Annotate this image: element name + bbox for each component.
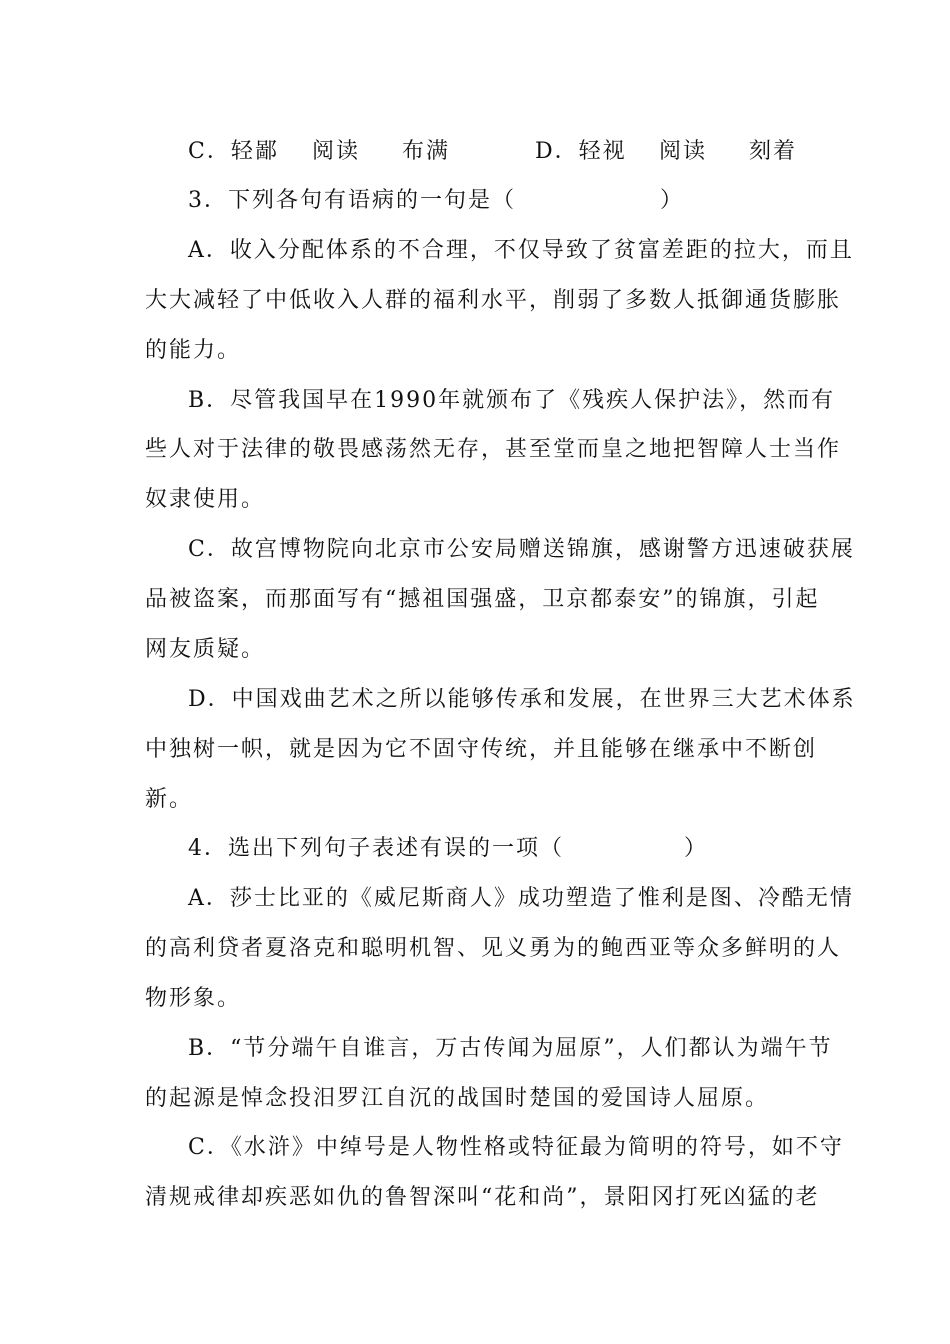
option-d-word2: 阅读 (659, 139, 708, 164)
q4-option-a-line3: 物形象。 (145, 986, 242, 1011)
q4-option-b-line2: 的起源是悼念投汨罗江自沉的战国时楚国的爱国诗人屈原。 (145, 1086, 770, 1111)
option-d-word1: D．轻视 (535, 139, 627, 164)
q3-option-c-line2: 品被盗案，而那面写有“撼祖国强盛，卫京都泰安”的锦旗，引起 (145, 587, 820, 612)
q4-option-a-line1: A．莎士比亚的《威尼斯商人》成功塑造了惟利是图、冷酷无情 (188, 886, 854, 911)
q3-stem: 3．下列各句有语病的一句是（ ） (188, 188, 684, 213)
q3-option-d-line1: D．中国戏曲艺术之所以能够传承和发展，在世界三大艺术体系 (188, 687, 856, 712)
q3-option-c-line1: C．故宫博物院向北京市公安局赠送锦旗，感谢警方迅速破获展 (188, 537, 855, 562)
q4-option-c-line1: C．《水浒》中绰号是人物性格或特征最为简明的符号，如不守 (188, 1135, 844, 1160)
q4-option-a-line2: 的高利贷者夏洛克和聪明机智、见义勇为的鲍西亚等众多鲜明的人 (145, 936, 842, 961)
option-c-word3: 布满 (402, 139, 451, 164)
q3-option-d-line3: 新。 (145, 787, 194, 812)
q3-option-a-line2: 大大减轻了中低收入人群的福利水平，削弱了多数人抵御通货膨胀 (145, 288, 842, 313)
option-c-word1: C．轻鄙 (188, 139, 279, 164)
q4-option-b-line1: B．“节分端午自谁言，万古传闻为屈原”，人们都认为端午节 (188, 1036, 833, 1061)
q3-option-d-line2: 中独树一帜，就是因为它不固守传统，并且能够在继承中不断创 (145, 737, 818, 762)
q3-option-b-line1: B．尽管我国早在1990年就颁布了《残疾人保护法》，然而有 (188, 388, 836, 413)
q3-option-c-line3: 网友质疑。 (145, 637, 266, 662)
q3-option-b-line3: 奴隶使用。 (145, 487, 266, 512)
q4-stem: 4．选出下列句子表述有误的一项（ ） (188, 836, 708, 861)
q3-option-a-line1: A．收入分配体系的不合理，不仅导致了贫富差距的拉大，而且 (188, 238, 854, 263)
option-d-word3: 刻着 (749, 139, 798, 164)
q3-option-a-line3: 的能力。 (145, 338, 242, 363)
q4-option-c-line2: 清规戒律却疾恶如仇的鲁智深叫“花和尚”，景阳冈打死凶猛的老 (145, 1185, 820, 1210)
q3-option-b-line2: 些人对于法律的敬畏感荡然无存，甚至堂而皇之地把智障人士当作 (145, 437, 842, 462)
option-c-word2: 阅读 (312, 139, 361, 164)
